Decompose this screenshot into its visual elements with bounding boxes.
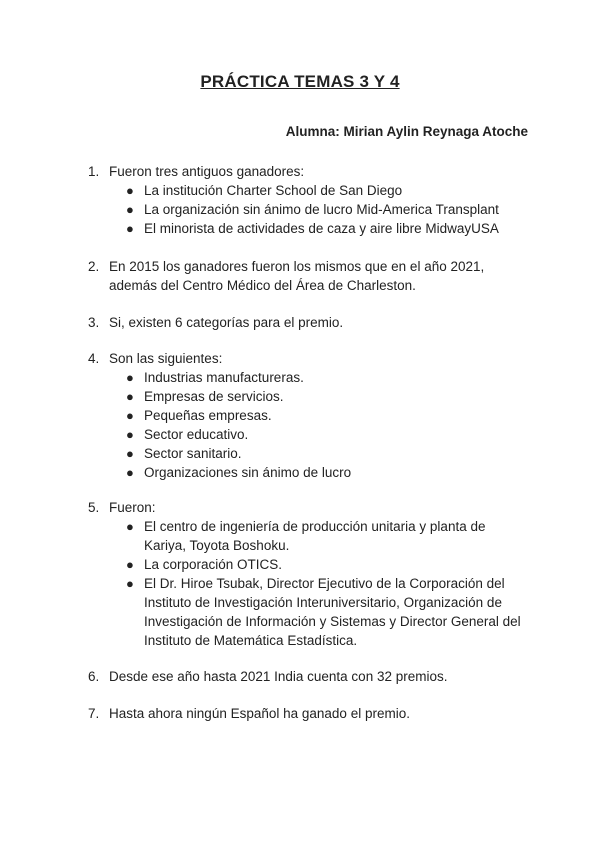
question-text: Fueron: [109,500,156,515]
bullet-icon: ● [126,446,134,461]
bullet-list [88,368,528,482]
bullet-icon: ● [126,557,134,572]
bullet-icon: ● [126,576,134,591]
question-text: Fueron tres antiguos ganadores: [109,164,305,179]
bullet-list [88,181,528,238]
question-item-1 [88,162,528,238]
question-text: En 2015 los ganadores fueron los mismos que en el año 2021, además del Centro Médico del Área de Charleston. [109,259,485,293]
question-item-6 [88,667,528,686]
list-item: ● El Dr. Hiroe Tsubak, Director Ejecutivo de la Corporación del Instituto de Investigación Interuniversitario, Organización de Investigación de Información y Sistemas y Director General del Instituto de Matemática Estadística. [126,576,521,648]
list-item: ● El centro de ingeniería de producción unitaria y planta de Kariya, Toyota Boshoku. [126,519,486,553]
question-item-3 [88,313,528,332]
question-text: Hasta ahora ningún Español ha ganado el premio. [109,706,410,721]
question-number: 3. [88,315,100,330]
question-number: 4. [88,351,100,366]
question-text: Si, existen 6 categorías para el premio. [109,315,344,330]
bullet-icon: ● [126,183,134,198]
question-item-5 [88,498,528,650]
list-item: ● Organizaciones sin ánimo de lucro [126,465,352,480]
bullet-icon: ● [126,519,134,534]
question-item-4 [88,349,528,482]
list-item: ● La corporación OTICS. [126,557,283,572]
question-number: 7. [88,706,100,721]
page-title: PRÁCTICA TEMAS 3 Y 4 [200,72,400,91]
question-number: 2. [88,259,100,274]
list-item: ● El minorista de actividades de caza y aire libre MidwayUSA [126,221,499,236]
question-item-7 [88,704,528,723]
bullet-list [88,517,528,650]
list-item: ● Industrias manufactureras. [126,370,304,385]
bullet-icon: ● [126,370,134,385]
list-item: ● Sector sanitario. [126,446,242,461]
bullet-icon: ● [126,465,134,480]
list-item: ● La organización sin ánimo de lucro Mid-America Transplant [126,202,499,217]
author-line: Alumna: Mirian Aylin Reynaga Atoche [285,124,528,139]
question-text: Desde ese año hasta 2021 India cuenta con 32 premios. [109,669,448,684]
list-item: ● Sector educativo. [126,427,249,442]
question-item-2 [88,257,528,295]
list-item: ● Pequeñas empresas. [126,408,272,423]
bullet-icon: ● [126,427,134,442]
question-number: 5. [88,500,100,515]
list-item: ● Empresas de servicios. [126,389,284,404]
bullet-icon: ● [126,408,134,423]
question-number: 6. [88,669,100,684]
question-number: 1. [88,164,100,179]
list-item: ● La institución Charter School de San Diego [126,183,403,198]
bullet-icon: ● [126,221,134,236]
bullet-icon: ● [126,389,134,404]
bullet-icon: ● [126,202,134,217]
question-text: Son las siguientes: [109,351,223,366]
